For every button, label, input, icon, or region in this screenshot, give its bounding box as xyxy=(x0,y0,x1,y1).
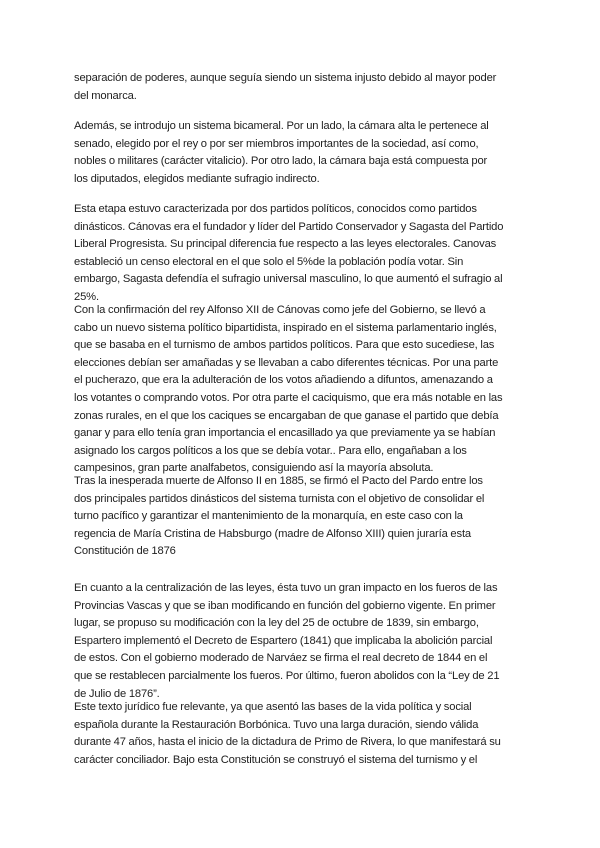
text-line: de estos. Con el gobierno moderado de Narváez se firma el real decreto de 1844 en el xyxy=(74,652,488,665)
text-line: separación de poderes, aunque seguía siendo un sistema injusto debido al mayor poder xyxy=(74,72,497,84)
text-line: el pucherazo, que era la adulteración de los votos añadiendo a difuntos, amenazando a xyxy=(74,374,493,387)
text-line: carácter conciliador. Bajo esta Constitución se construyó el sistema del turnismo y el xyxy=(74,753,478,766)
text-line: regencia de María Cristina de Habsburgo (madre de Alfonso XIII) quien juraría esta xyxy=(74,527,471,540)
text-line: española durante la Restauración Borbónica. Tuvo una larga duración, siendo válida xyxy=(74,718,479,731)
text-line: del monarca. xyxy=(74,89,137,102)
text-line: que se restablecen parcialmente los fueros. Por último, fueron abolidos con la “Ley de 21 xyxy=(74,669,500,682)
paragraph-sistema-bicameral xyxy=(74,118,534,188)
text-line: Provincias Vascas y que se iban modificando en función del gobierno vigente. En primer xyxy=(74,599,496,612)
text-line: los diputados, elegidos mediante sufragio indirecto. xyxy=(74,172,320,185)
text-line: Además, se introdujo un sistema bicameral. Por un lado, la cámara alta le pertenece al xyxy=(74,120,489,132)
text-line: campesinos, gran parte analfabetos, consiguiendo así la mayoría absoluta. xyxy=(74,462,434,475)
text-line: ganar y para ello tenía gran importancia el encasillado ya que previamente ya se habían xyxy=(74,427,496,440)
paragraph-partidos-dinasticos xyxy=(74,201,534,307)
text-line: Espartero implementó el Decreto de Espartero (1841) que implicaba la abolición parcial xyxy=(74,634,493,647)
text-line: Constitución de 1876 xyxy=(74,545,176,558)
text-line: Tras la inesperada muerte de Alfonso II en 1885, se firmó el Pacto del Pardo entre los xyxy=(74,475,483,487)
text-line: dinásticos. Cánovas era el fundador y líder del Partido Conservador y Sagasta del Partido xyxy=(74,220,504,233)
text-line: En cuanto a la centralización de las leyes, ésta tuvo un gran impacto en los fueros de las xyxy=(74,582,498,594)
paragraph-fueros-vascos xyxy=(74,580,534,703)
text-line: asignado los cargos políticos a los que se debía votar.. Para ello, engañaban a los xyxy=(74,444,467,457)
text-line: Este texto jurídico fue relevante, ya que asentó las bases de la vida política y social xyxy=(74,701,472,713)
text-line: de Julio de 1876”. xyxy=(74,687,160,700)
text-line: lugar, se propuso su modificación con la ley del 25 de octubre de 1839, sin embargo, xyxy=(74,617,479,630)
text-line: que se basaba en el turnismo de ambos partidos políticos. Para que esto sucediese, las xyxy=(74,339,495,352)
text-line: durante 47 años, hasta el inicio de la dictadura de Primo de Rivera, lo que manifestará su xyxy=(74,736,501,749)
paragraph-turnismo xyxy=(74,302,534,478)
text-line: los votantes o comprando votos. Por otra parte el caciquismo, que era más notable en las xyxy=(74,391,503,404)
text-line: estableció un censo electoral en el que solo el 5%de la población podía votar. Sin xyxy=(74,255,464,268)
paragraph-texto-juridico xyxy=(74,699,534,769)
text-line: turno pacífico y garantizar el mantenimiento de la monarquía, en este caso con la xyxy=(74,510,463,523)
text-line: Esta etapa estuvo caracterizada por dos partidos políticos, conocidos como partidos xyxy=(74,203,477,215)
text-line: senado, elegido por el rey o por ser miembros importantes de la sociedad, así como, xyxy=(74,137,479,150)
text-line: zonas rurales, en el que los caciques se encargaban de que ganase el partido que debía xyxy=(74,409,499,422)
text-line: nobles o militares (carácter vitalicio). Por otro lado, la cámara baja está compuesta por xyxy=(74,155,488,168)
paragraph-separacion-poderes xyxy=(74,70,534,105)
text-line: dos principales partidos dinásticos del sistema turnista con el objetivo de consolidar el xyxy=(74,492,485,505)
text-line: Con la confirmación del rey Alfonso XII de Cánovas como jefe del Gobierno, se llevó a xyxy=(74,304,486,316)
text-line: embargo, Sagasta defendía el sufragio universal masculino, lo que aumentó el sufragio al xyxy=(74,273,503,286)
text-line: cabo un nuevo sistema político bipartidista, inspirado en el sistema parlamentario inglés, xyxy=(74,321,497,334)
text-line: 25%. xyxy=(74,290,99,303)
text-line: Liberal Progresista. Su principal diferencia fue respecto a las leyes electorales. Canovas xyxy=(74,238,497,251)
text-line: elecciones debían ser amañadas y se llevaban a cabo diferentes técnicas. Por una parte xyxy=(74,356,499,369)
paragraph-pacto-del-pardo xyxy=(74,473,534,561)
